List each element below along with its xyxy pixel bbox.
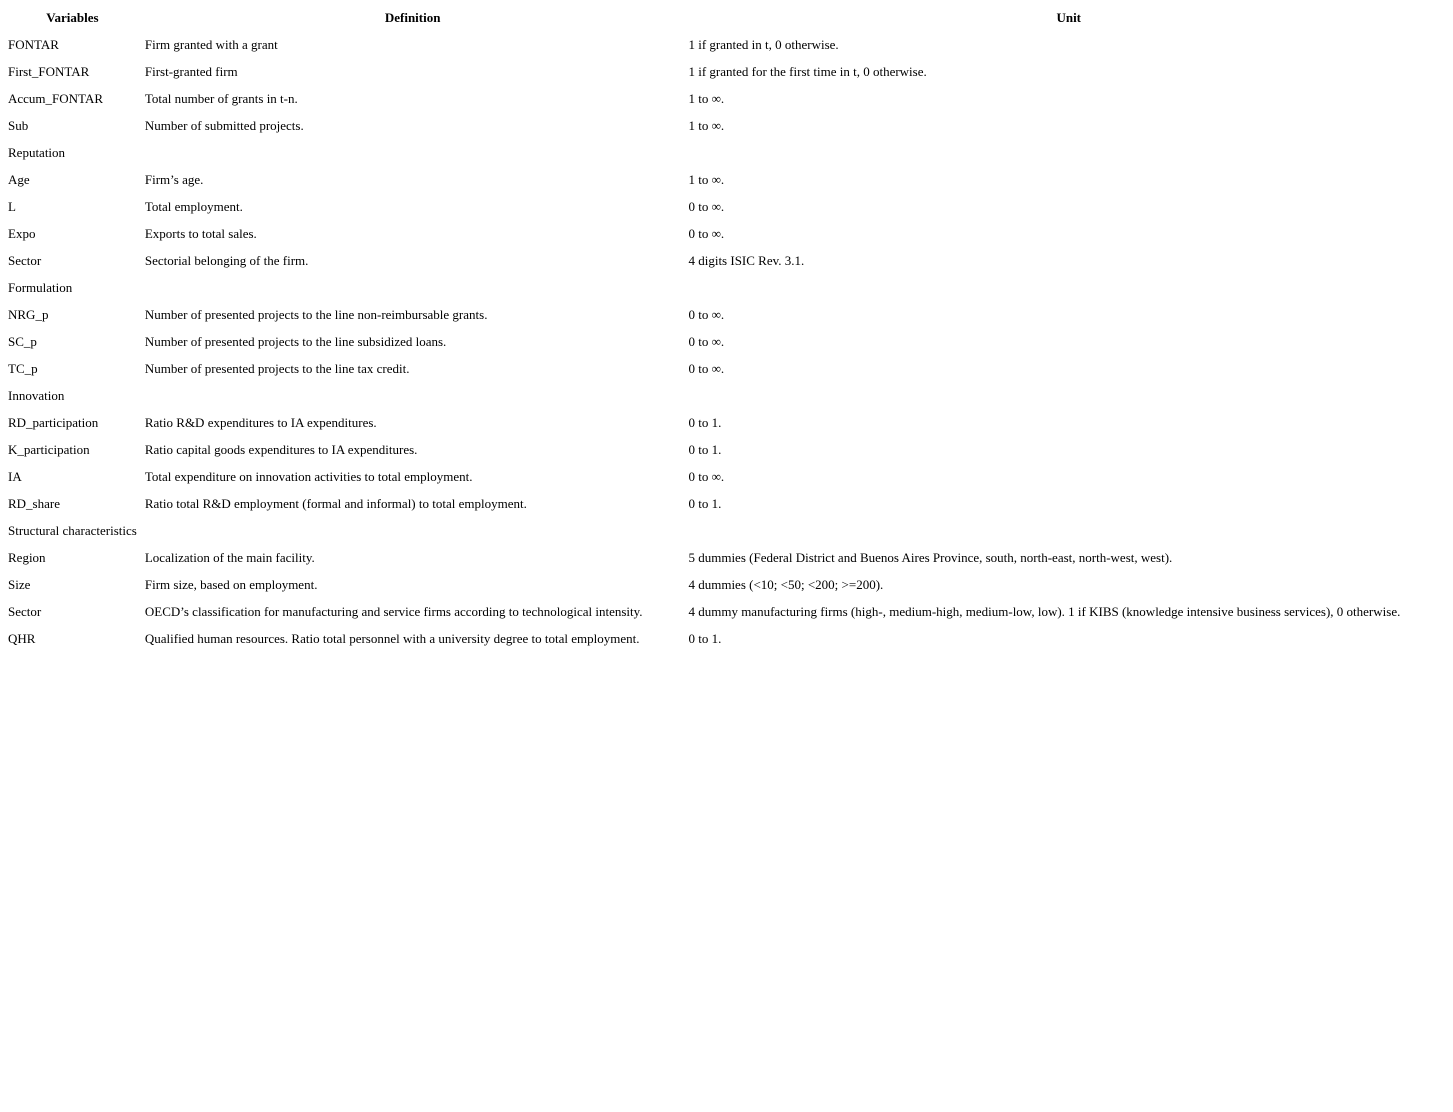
variable-cell: Expo xyxy=(8,225,36,241)
definition-cell xyxy=(141,274,685,301)
variable-cell: L xyxy=(8,198,16,214)
unit-cell: 1 to ∞. xyxy=(688,90,725,106)
definition-cell: Ratio capital goods expenditures to IA expenditures. xyxy=(144,441,418,457)
variable-cell: RD_participation xyxy=(8,414,99,430)
unit-cell xyxy=(684,274,1453,301)
table-row xyxy=(4,328,1453,355)
table-row xyxy=(4,112,1453,139)
unit-cell: 1 if granted for the first time in t, 0 otherwise. xyxy=(688,63,927,79)
variable-cell: Sector xyxy=(8,252,42,268)
table-row xyxy=(4,517,1453,544)
unit-cell: 0 to ∞. xyxy=(688,198,725,214)
unit-cell: 0 to ∞. xyxy=(688,306,725,322)
unit-cell: 1 to ∞. xyxy=(688,171,725,187)
table-row xyxy=(4,544,1453,571)
unit-cell: 5 dummies (Federal District and Buenos Aires Province, south, north-east, north-west, west). xyxy=(688,549,1173,565)
table-row xyxy=(4,490,1453,517)
definition-cell: First-granted firm xyxy=(144,63,238,79)
table-row xyxy=(4,139,1453,166)
unit-cell: 0 to 1. xyxy=(688,441,722,457)
variable-cell: QHR xyxy=(8,630,36,646)
variable-cell: IA xyxy=(8,468,22,484)
definition-cell xyxy=(141,517,685,544)
variable-cell: K_participation xyxy=(8,441,90,457)
table-row xyxy=(4,85,1453,112)
table-row xyxy=(4,382,1453,409)
variable-cell: SC_p xyxy=(8,333,37,349)
table-body xyxy=(4,31,1453,652)
definition-cell: Ratio total R&D employment (formal and informal) to total employment. xyxy=(144,495,527,511)
definition-cell: Total employment. xyxy=(144,198,243,214)
table-row xyxy=(4,220,1453,247)
table-row xyxy=(4,301,1453,328)
table-row xyxy=(4,625,1453,652)
definition-cell: Qualified human resources. Ratio total personnel with a university degree to total employment. xyxy=(144,630,640,646)
variable-cell: Innovation xyxy=(8,387,65,403)
definition-cell: Number of presented projects to the line subsidized loans. xyxy=(144,333,447,349)
table-row xyxy=(4,598,1453,625)
table-row xyxy=(4,409,1453,436)
definition-cell: Localization of the main facility. xyxy=(144,549,315,565)
table-row xyxy=(4,436,1453,463)
variable-cell: RD_share xyxy=(8,495,60,511)
variable-cell: First_FONTAR xyxy=(8,63,90,79)
unit-cell: 0 to ∞. xyxy=(688,333,725,349)
table-row xyxy=(4,571,1453,598)
table-row xyxy=(4,193,1453,220)
header-unit: Unit xyxy=(1056,10,1082,25)
variable-cell: FONTAR xyxy=(8,36,59,52)
table-row xyxy=(4,58,1453,85)
definition-cell: Exports to total sales. xyxy=(144,225,257,241)
unit-cell: 0 to 1. xyxy=(688,495,722,511)
unit-cell: 0 to 1. xyxy=(688,630,722,646)
definition-cell: Number of submitted projects. xyxy=(144,117,304,133)
variable-cell: NRG_p xyxy=(8,306,49,322)
variable-cell: Age xyxy=(8,171,30,187)
unit-cell: 0 to ∞. xyxy=(688,225,725,241)
definition-cell xyxy=(141,382,685,409)
unit-cell: 0 to 1. xyxy=(688,414,722,430)
unit-cell xyxy=(684,382,1453,409)
unit-cell: 4 dummy manufacturing firms (high-, medium-high, medium-low, low). 1 if KIBS (knowledge intensive business services), 0 otherwise. xyxy=(688,603,1401,619)
definition-cell: Total number of grants in t-n. xyxy=(144,90,298,106)
definition-cell: Number of presented projects to the line non-reimbursable grants. xyxy=(144,306,488,322)
definition-cell: Firm’s age. xyxy=(144,171,204,187)
variable-cell: Reputation xyxy=(8,144,66,160)
variable-cell: Sub xyxy=(8,117,29,133)
unit-cell xyxy=(684,517,1453,544)
header-definition: Definition xyxy=(384,10,441,25)
definition-cell: Number of presented projects to the line tax credit. xyxy=(144,360,410,376)
table-row xyxy=(4,247,1453,274)
unit-cell xyxy=(684,139,1453,166)
variable-cell: Size xyxy=(8,576,31,592)
header-variables: Variables xyxy=(46,10,99,25)
definition-cell: OECD’s classification for manufacturing and service firms according to technological intensity. xyxy=(144,603,643,619)
table-row xyxy=(4,274,1453,301)
table-row xyxy=(4,31,1453,58)
definition-cell: Firm granted with a grant xyxy=(144,36,278,52)
table-header-row xyxy=(4,5,1453,31)
variables-table xyxy=(4,5,1453,652)
definition-cell: Ratio R&D expenditures to IA expenditures. xyxy=(144,414,377,430)
variable-cell: Accum_FONTAR xyxy=(8,90,104,106)
variable-cell: Structural characteristics xyxy=(8,522,137,538)
definition-cell: Sectorial belonging of the firm. xyxy=(144,252,309,268)
variable-cell: Formulation xyxy=(8,279,73,295)
unit-cell: 1 to ∞. xyxy=(688,117,725,133)
table-row xyxy=(4,166,1453,193)
unit-cell: 0 to ∞. xyxy=(688,360,725,376)
table-row xyxy=(4,355,1453,382)
definition-cell: Total expenditure on innovation activities to total employment. xyxy=(144,468,473,484)
unit-cell: 4 dummies (<10; <50; <200; >=200). xyxy=(688,576,884,592)
definition-cell: Firm size, based on employment. xyxy=(144,576,318,592)
unit-cell: 1 if granted in t, 0 otherwise. xyxy=(688,36,839,52)
unit-cell: 4 digits ISIC Rev. 3.1. xyxy=(688,252,805,268)
variable-cell: Region xyxy=(8,549,46,565)
variable-cell: Sector xyxy=(8,603,42,619)
definition-cell xyxy=(141,139,685,166)
unit-cell: 0 to ∞. xyxy=(688,468,725,484)
table-row xyxy=(4,463,1453,490)
variable-cell: TC_p xyxy=(8,360,38,376)
